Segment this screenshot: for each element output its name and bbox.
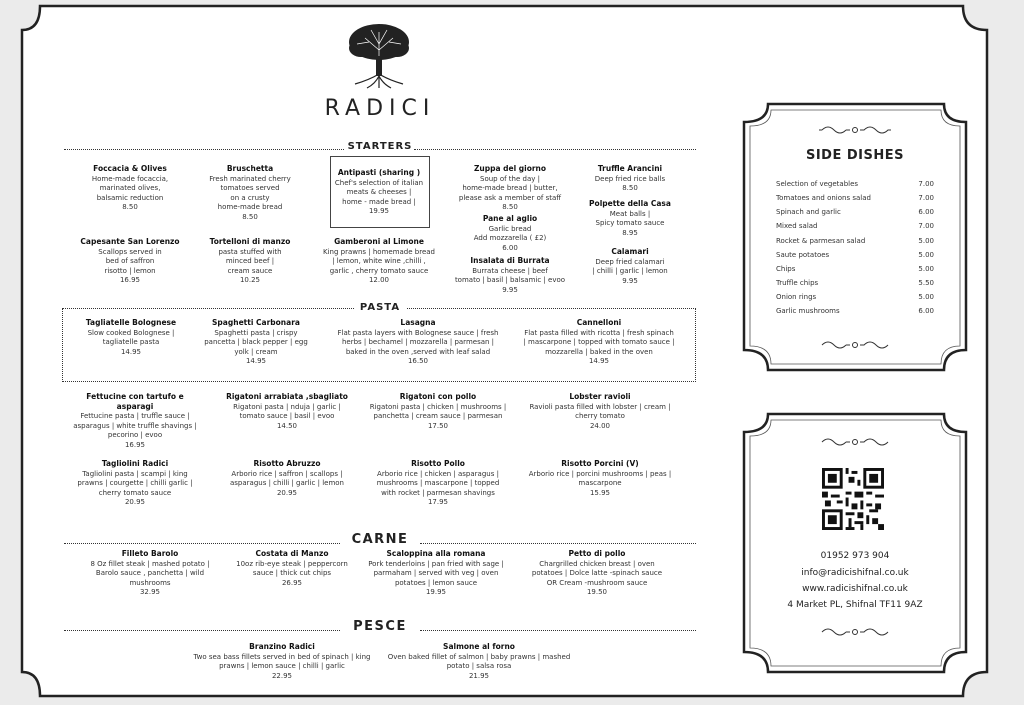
item-name: Tagliolini Radici (101, 459, 169, 468)
item-price: 8.95 (622, 228, 638, 237)
item-desc: prawns | courgette | chilli garlic | (77, 479, 193, 487)
side-dish-price: 7.00 (918, 222, 934, 230)
item-desc: Fettucine pasta | truffle sauce | (80, 412, 190, 420)
item-desc: mozzarella | baked in the oven (545, 347, 653, 356)
item-name: Pane al aglio (482, 214, 538, 223)
side-dish-name: Chips (776, 265, 796, 273)
item-desc: risotto | lemon (104, 266, 156, 275)
menu-item (68, 392, 202, 450)
item-desc: Garlic bread (488, 224, 532, 233)
item-price: 17.50 (427, 421, 449, 430)
item-name: Gamberoni al Limone (334, 237, 424, 246)
item-desc: Barolo sauce , panchetta | wild (95, 569, 205, 577)
menu-item (198, 164, 302, 222)
item-desc: Arborio rice | saffron | scallops | (231, 469, 343, 478)
item-price: 16.95 (119, 276, 141, 284)
item-name: Capesante San Lorenzo (80, 237, 180, 246)
item-price: 8.50 (242, 212, 258, 221)
side-dish-name: Saute potatoes (776, 251, 830, 259)
menu-item (580, 199, 680, 238)
contact-website[interactable]: www.radicishifnal.co.uk (802, 584, 908, 594)
item-desc: Add mozzarella ( £2) (473, 234, 547, 242)
item-desc: Spicy tomato sauce (595, 219, 665, 227)
item-price: 8.50 (502, 203, 518, 211)
item-desc: Spaghetti pasta | crispy (214, 328, 298, 337)
side-dish-row (776, 305, 934, 317)
side-dish-name: Garlic mushrooms (776, 307, 840, 315)
item-name: Insalata di Burrata (470, 256, 550, 265)
side-dish-price: 6.00 (918, 307, 934, 315)
item-name: Foccacia & Olives (93, 164, 167, 173)
item-desc: Deep fried calamari (595, 257, 665, 266)
item-name: Lobster ravioli (569, 392, 631, 401)
item-price: 16.95 (124, 440, 146, 449)
item-desc: pasta stuffed with (218, 247, 282, 256)
item-price: 19.95 (425, 588, 447, 596)
item-desc: home - made bread | (342, 197, 416, 206)
side-dish-price: 7.00 (918, 194, 934, 202)
item-desc: Soup of the day | (480, 174, 540, 183)
item-desc: | mascarpone | topped with tomato sauce | (523, 338, 675, 346)
item-name: Polpette della Casa (589, 199, 671, 208)
item-desc: Tagliolini pasta | scampi | king (82, 469, 188, 478)
menu-item (380, 642, 578, 681)
side-dish-price: 5.00 (918, 237, 934, 245)
item-desc: prawns | lemon sauce | chilli | garlic (219, 662, 345, 670)
menu-item (452, 256, 568, 295)
menu-item (80, 549, 220, 598)
contact-phone[interactable]: 01952 973 904 (820, 551, 890, 561)
item-desc: pancetta | black pepper | egg (204, 338, 308, 346)
item-desc: Chargrilled chicken breast | oven (539, 559, 655, 568)
item-desc: asparagus | white truffle shavings | (73, 421, 197, 430)
item-desc: Slow cooked Bolognese | (87, 328, 175, 337)
item-name: Scaloppina alla romana (386, 549, 486, 558)
side-dishes-title: SIDE DISHES (805, 148, 904, 163)
item-price: 14.50 (276, 421, 298, 430)
item-price: 24.00 (589, 421, 611, 430)
menu-item (364, 459, 512, 508)
item-name: Truffle Arancini (597, 164, 663, 173)
item-desc: pecorino | evoo (107, 431, 163, 439)
item-desc: marinated olives, (99, 184, 161, 192)
item-desc: herbs | bechamel | mozzarella | parmesan | (341, 338, 495, 346)
contact-address: 4 Market PL, Shifnal TF11 9AZ (787, 600, 923, 610)
tree-logo-icon (347, 22, 411, 92)
side-dish-name: Mixed salad (776, 222, 818, 230)
item-name: Tortelloni di manzo (209, 237, 291, 246)
menu-item (520, 549, 674, 598)
side-dish-price: 5.00 (918, 251, 934, 259)
item-desc: please ask a member of staff (458, 193, 562, 202)
menu-item (220, 392, 354, 431)
menu-item (196, 318, 316, 367)
item-desc: yolk | cream (234, 347, 278, 356)
side-dish-price: 5.50 (918, 279, 934, 287)
side-dish-row (776, 263, 934, 275)
item-price: 32.95 (139, 588, 161, 596)
side-dish-row (776, 192, 934, 204)
item-desc: parmaham | served with veg | oven (373, 569, 499, 577)
item-price: 8.50 (122, 203, 138, 211)
side-dish-name: Truffle chips (776, 279, 819, 287)
item-price: 17.95 (427, 498, 449, 506)
menu-item (198, 237, 302, 286)
qr-code-icon[interactable] (822, 468, 884, 530)
item-price: 20.95 (276, 488, 298, 497)
menu-item (362, 549, 510, 598)
item-price: 19.95 (368, 207, 390, 215)
menu-item (522, 459, 678, 498)
item-desc: potatoes | Dolce latte -spinach sauce (531, 569, 663, 577)
item-price: 19.50 (586, 588, 608, 596)
item-price: 12.00 (368, 276, 390, 284)
item-name: Rigatoni arrabiata ,sbagliato (226, 392, 348, 401)
item-name: Spaghetti Carbonara (212, 318, 300, 327)
section-header-pesce (64, 619, 696, 638)
item-name: Risotto Abruzzo (253, 459, 321, 468)
item-name: Salmone al forno (443, 642, 515, 651)
item-desc: tomatoes served (220, 184, 280, 192)
item-desc: Meat balls | (609, 209, 651, 218)
section-title: CARNE (351, 532, 409, 547)
item-desc: Home-made focaccia, (91, 174, 169, 183)
item-price: 6.00 (502, 243, 518, 252)
menu-item (228, 549, 356, 588)
item-desc: meats & cheeses | (346, 188, 412, 196)
item-desc: | chilli | garlic | lemon (592, 267, 668, 275)
menu-item (326, 168, 432, 217)
item-desc: Rigatoni pasta | chicken | mushrooms | (369, 402, 507, 411)
item-name: Rigatoni con pollo (399, 392, 477, 401)
item-name: Risotto Porcini (V) (561, 459, 639, 468)
item-desc: home-made bread (217, 203, 283, 211)
item-price: 15.95 (589, 488, 611, 497)
item-desc: tagliatelle pasta (102, 338, 160, 346)
item-price: 26.95 (281, 578, 303, 587)
section-header-starters (64, 141, 696, 157)
menu-item (332, 318, 504, 367)
menu-item (522, 392, 678, 431)
side-dish-row (776, 235, 934, 247)
item-desc: on a crusty (230, 193, 270, 202)
menu-item (68, 459, 202, 508)
menu-item (364, 392, 512, 431)
menu-item (220, 459, 354, 498)
item-desc: | lemon, white wine ,chilli , (332, 257, 426, 265)
side-dish-name: Selection of vegetables (776, 180, 859, 188)
menu-item (318, 237, 440, 286)
menu-item (580, 247, 680, 286)
item-desc: home-made bread | butter, (462, 184, 558, 192)
item-desc: potatoes | lemon sauce (394, 578, 478, 587)
menu-item (80, 237, 180, 286)
item-price: 16.50 (407, 357, 429, 365)
item-name: Fettucine con tartufo e asparagi (86, 392, 184, 411)
side-dish-price: 5.00 (918, 293, 934, 301)
item-price: 9.95 (502, 285, 518, 294)
item-price: 8.50 (622, 184, 638, 192)
item-desc: Scallops served in (98, 247, 162, 256)
item-price: 20.95 (124, 498, 146, 506)
item-name: Antipasti (sharing ) (337, 168, 421, 177)
item-name: Costata di Manzo (255, 549, 329, 558)
menu-item (184, 642, 380, 681)
menu-item (452, 164, 568, 213)
menu-item (460, 214, 560, 253)
item-price: 14.95 (120, 347, 142, 356)
item-name: Zuppa del giorno (473, 164, 547, 173)
section-title: PESCE (353, 619, 407, 634)
item-name: Filleto Barolo (121, 549, 179, 558)
item-price: 21.95 (468, 671, 490, 680)
item-desc: cherry tomato (575, 412, 625, 420)
item-desc: Oven baked fillet of salmon | baby prawns | mashed (387, 652, 571, 661)
item-desc: Deep fried rice balls (594, 174, 666, 183)
side-dish-name: Tomatoes and onions salad (776, 194, 871, 202)
item-desc: Flat pasta filled with ricotta | fresh spinach (524, 328, 674, 337)
item-name: Bruschetta (226, 164, 274, 173)
side-dish-row (776, 249, 934, 261)
item-desc: Pork tenderloins | pan fried with sage | (368, 559, 504, 568)
menu-item (580, 164, 680, 194)
item-price: 14.95 (245, 357, 267, 365)
contact-email[interactable]: info@radicishifnal.co.uk (801, 568, 909, 578)
side-dish-row (776, 178, 934, 190)
menu-item (514, 318, 684, 367)
section-title: STARTERS (347, 141, 413, 152)
item-desc: balsamic reduction (96, 193, 164, 202)
item-desc: cream sauce (227, 266, 273, 275)
side-dish-row (776, 206, 934, 218)
menu-item (76, 318, 186, 357)
item-desc: mascarpone (578, 479, 622, 487)
item-desc: with rocket | parmesan shavings (381, 488, 495, 497)
item-name: Cannelloni (576, 318, 622, 327)
restaurant-name: RADICI (324, 96, 436, 121)
item-desc: baked in the oven ,served with leaf salad (345, 347, 491, 356)
section-header-pasta (64, 302, 696, 318)
item-name: Lasagna (400, 318, 436, 327)
item-desc: Arborio rice | porcini mushrooms | peas | (528, 469, 672, 478)
item-desc: potato | salsa rosa (446, 662, 512, 670)
item-desc: bed of saffron (105, 257, 155, 265)
side-dish-row (776, 220, 934, 232)
section-title: PASTA (354, 302, 406, 313)
item-desc: Chef's selection of italian (334, 178, 424, 187)
side-dish-price: 6.00 (918, 208, 934, 216)
item-desc: Flat pasta layers with Bolognese sauce | fresh (337, 328, 499, 337)
menu-item (80, 164, 180, 213)
item-desc: garlic , cherry tomato sauce (329, 266, 429, 275)
item-price: 14.95 (588, 357, 610, 365)
side-dish-price: 5.00 (918, 265, 934, 273)
contact-panel-border (744, 414, 966, 672)
item-desc: Burrata cheese | beef (472, 266, 548, 275)
item-name: Tagliatelle Bolognese (85, 318, 177, 327)
item-desc: 8 Oz fillet steak | mashed potato | (90, 559, 210, 568)
item-desc: Arborio rice | chicken | asparagus | (377, 469, 499, 478)
item-desc: OR Cream -mushroom sauce (546, 578, 648, 587)
item-price: 10.25 (239, 276, 261, 284)
item-desc: tomato | basil | balsamic | evoo (454, 276, 566, 284)
item-desc: 10oz rib-eye steak | peppercorn (236, 559, 348, 568)
side-dish-name: Rocket & parmesan salad (776, 237, 866, 245)
item-desc: panchetta | cream sauce | parmesan (373, 412, 503, 420)
item-desc: sauce | thick cut chips (252, 569, 332, 577)
item-desc: Rigatoni pasta | nduja | garlic | (233, 402, 341, 411)
item-name: Branzino Radici (249, 642, 315, 651)
side-dish-name: Onion rings (776, 293, 817, 301)
item-desc: minced beef | (225, 257, 275, 265)
item-desc: tomato sauce | basil | evoo (239, 412, 335, 420)
item-desc: asparagus | chilli | garlic | lemon (230, 479, 344, 487)
item-name: Calamari (611, 247, 649, 256)
side-dish-row (776, 291, 934, 303)
item-price: 22.95 (271, 671, 293, 680)
item-desc: cherry tomato sauce (98, 488, 172, 497)
item-name: Risotto Pollo (411, 459, 465, 468)
side-dish-row (776, 277, 934, 289)
item-desc: Two sea bass fillets served in bed of spinach | king (193, 652, 371, 661)
item-desc: King prawns | homemade bread (322, 247, 435, 256)
item-name: Petto di pollo (568, 549, 626, 558)
item-desc: mushrooms | mascarpone | topped (376, 479, 500, 487)
side-dish-price: 7.00 (918, 180, 934, 188)
item-price: 9.95 (622, 276, 638, 285)
item-desc: Fresh marinated cherry (209, 174, 291, 183)
side-dish-name: Spinach and garlic (776, 208, 841, 216)
item-desc: Ravioli pasta filled with lobster | cream | (529, 402, 671, 411)
item-desc: mushrooms (129, 578, 171, 587)
